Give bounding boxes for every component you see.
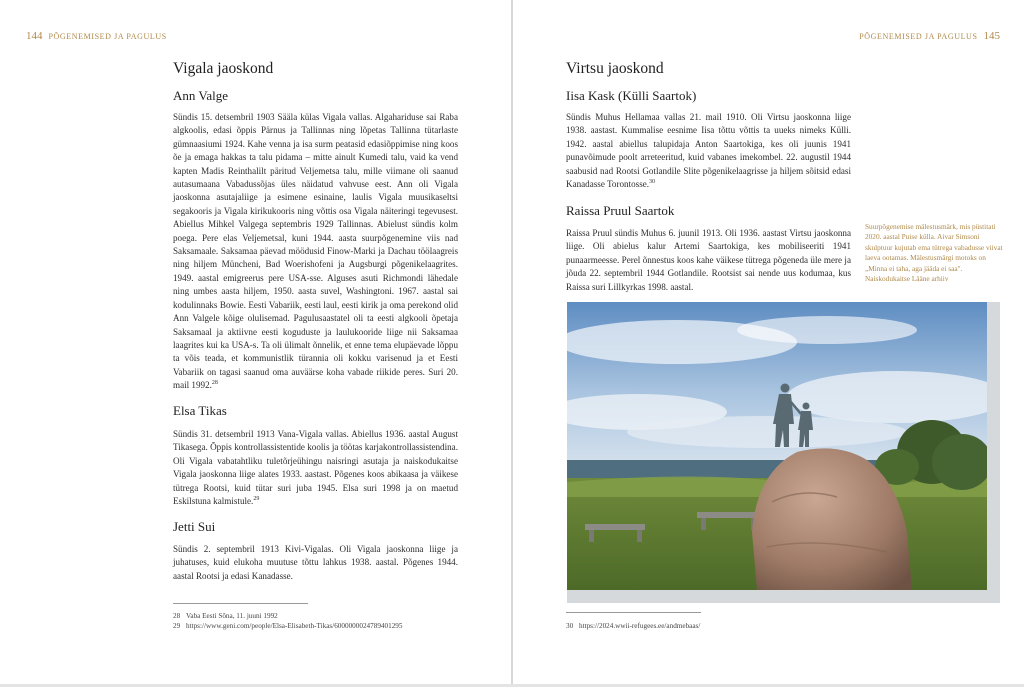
- entry-name-ann-valge: Ann Valge: [173, 88, 229, 103]
- footnote-ref[interactable]: 28: [211, 380, 218, 387]
- memorial-photo: [567, 302, 987, 590]
- footnote-number: 30: [566, 622, 574, 630]
- footnote-rule-left: [173, 603, 308, 604]
- entry-text-raissa-pruul-saartok: Raissa Pruul sündis Muhus 6. juunil 1913. Oli 1936. aastast Virtsu jaoskonna liige. Oli abielus kalur Artemi Saartokiga, kes mobiliseeriti 1941 punaarmeesse. Perel õnnestus koos kahe väikese tütrega põgeneda üle mere ja jõuda 22. septembril 1944 Gotlandile. Rootsist sai nende uus kodumaa, kus Raissa suri Lillkyrkas 1998. aastal.: [566, 228, 851, 292]
- entry-name-iisa-kask: Iisa Kask (Külli Saartok): [566, 88, 697, 103]
- footnote-ref[interactable]: 29: [253, 496, 260, 502]
- section-title-vigala: Vigala jaoskond: [173, 60, 274, 77]
- left-running-title: PÕGENEMISED JA PAGULUS: [48, 32, 167, 41]
- photo-caption: Suurpõgenemise mälestusmärk, mis püstitati 2020. aastal Puise külla. Aivar Simsoni skulptuur kujutab ema tütrega vabadusse viivat laeva ootamas. Mälestusmärgi motoks on „Minna ei taha, aga jääda ei saa". Naiskodukaitse Lääne arhiiv: [865, 222, 1003, 284]
- entry-text-iisa-kask: Sündis Muhus Hellamaa vallas 21. mail 1910. Oli Virtsu jaoskonna liige 1938. aastast. Kummalise eesnime Iisa tõttu võttis ta uueks nimeks Külli. 1942. aastal abiellus talupidaja Anton Saartokiga, kes oli juunis 1941 punavõimude poolt arreteeritud, kuid vabanes imekombel. 22. augustil 1944 saabusid nad Rootsi Gotlandile Slite põgenikelaagrisse ja hiljem sõitsid edasi Kanadasse Torontosse.$^{30}$: [566, 112, 851, 190]
- footnote-text: Vaba Eesti Sõna, 11. juuni 1992: [186, 612, 278, 620]
- right-page: [513, 0, 1024, 687]
- photo-frame: [567, 302, 1000, 603]
- right-page-number: 145: [983, 30, 1000, 42]
- entry-text-jetti-sui: Sündis 2. septembril 1913 Kivi-Vigalas. Oli Vigala jaoskonna liige ja juhatuses, kuid elukoha muutuse tõttu lahkus 1938. aastal. Põgenes 1944. aastal Rootsi ja edasi Kanadasse.: [173, 544, 458, 581]
- footnote-link[interactable]: https://www.geni.com/people/Elsa-Elisabeth-Tikas/6000000024789401295: [186, 622, 403, 630]
- footnote-29: [173, 622, 402, 632]
- footnote-link[interactable]: https://2024.wwii-refugees.ee/andmebaas/: [579, 622, 701, 630]
- left-running-head: [26, 30, 167, 42]
- section-title-virtsu: Virtsu jaoskond: [566, 60, 664, 77]
- footnote-28: [173, 612, 278, 622]
- memorial-photo-illustration: [567, 302, 987, 590]
- entry-text-ann-valge: Sündis 15. detsembril 1903 Sääla külas Vigala vallas. Algahariduse sai Raba algkoolis, edasi õppis Pärnus ja Tallinnas ning lõpetas Tallinna tütarlaste gümnaasiumi 1924. Kahe venna ja isa surm peatasid edasiõppimise ning koos õe ja emaga hakkas ta talu pidama – mitte ainult Kumedi talu, vaid ka vend kapten Madis Reinthalilt päritud Veljemetsa talu, mille viimane oli saanud autasumaana Vabadussõjas üles näidatud vahvuse eest. Ann oli Vigala jaoskonna asutajaliige ja esimene esinaine, laulis Vigala muusikaseltsi segakooris ja Vigala kirikukooris ning võttis osa Vigala näiteringi tegevusest. Abiellus Mihkel Valgega septembris 1929 Tallinnas. Abielust sündis kolm poega. Pere elas Veljemetsal, kuni 1944. aasta suurpõgenemine viis nad Saksamaale. Saksamaa päevad möödusid Finow-Marki ja Dachau töölaagreis ning hiljem Müncheni, Bad Woerishofeni ja Augsburgi põgenikelaagrites. 1949. aastal emigreerus pere USA-sse. Alguses asuti Richmondi lähedale ning umbes aasta hiljem, 1950. aasta suvel, Washingtoni. 1967. aastal sai kodulinnaks Bowie. Eesti Vabariik, eesti laul, eesti kirik ja oma perekond olid Ann Valgele kõige olulisemad. Pagulusaastatel oli ta eesti algkooli õpetaja Saksamaal ja aktiivne eesti koguduste ja laulukooride liige nii Saksamaa laagrites kui ka USA-s. Ta oli ülimalt õnnelik, et enne tema elupäevade lõppu ta võis teada, et kommunistlik türannia oli kokku varisenud ja et Eesti Vabariik on tagasi saanud oma auväärse koha vabade riikide peres. Suri 20. mail 1992.28: [173, 112, 458, 391]
- entry-name-elsa-tikas: Elsa Tikas: [173, 403, 227, 418]
- footnote-ref[interactable]: 30: [649, 179, 656, 185]
- footnote-30: [566, 622, 700, 632]
- footnote-rule-right: [566, 612, 701, 613]
- right-running-head: [859, 30, 1000, 42]
- left-page: [0, 0, 511, 687]
- entry-name-raissa-pruul-saartok: Raissa Pruul Saartok: [566, 203, 675, 218]
- entry-text-elsa-tikas: Sündis 31. detsembril 1913 Vana-Vigala vallas. Abiellus 1936. aastal August Tikasega. Õppis kontrollassistentide koolis ja töötas karjakontrollassistendina. Oli Vigala vabatahtliku tuletõrjeühingu naisringi asutaja ja naiskodukaitse Vigala jaoskonna liige alates 1933. aastast. Põgenes koos abikaasa ja väikese tütrega Rootsi, kuid tütar suri juba 1945. Elsa suri 1998 ja on maetud Eskilstuna kalmistule.$^{29}$: [173, 429, 458, 507]
- right-running-title: PÕGENEMISED JA PAGULUS: [859, 32, 978, 41]
- entry-name-jetti-sui: Jetti Sui: [173, 519, 216, 534]
- footnote-number: 28: [173, 612, 181, 620]
- footnote-number: 29: [173, 622, 181, 630]
- left-page-number: 144: [26, 30, 43, 42]
